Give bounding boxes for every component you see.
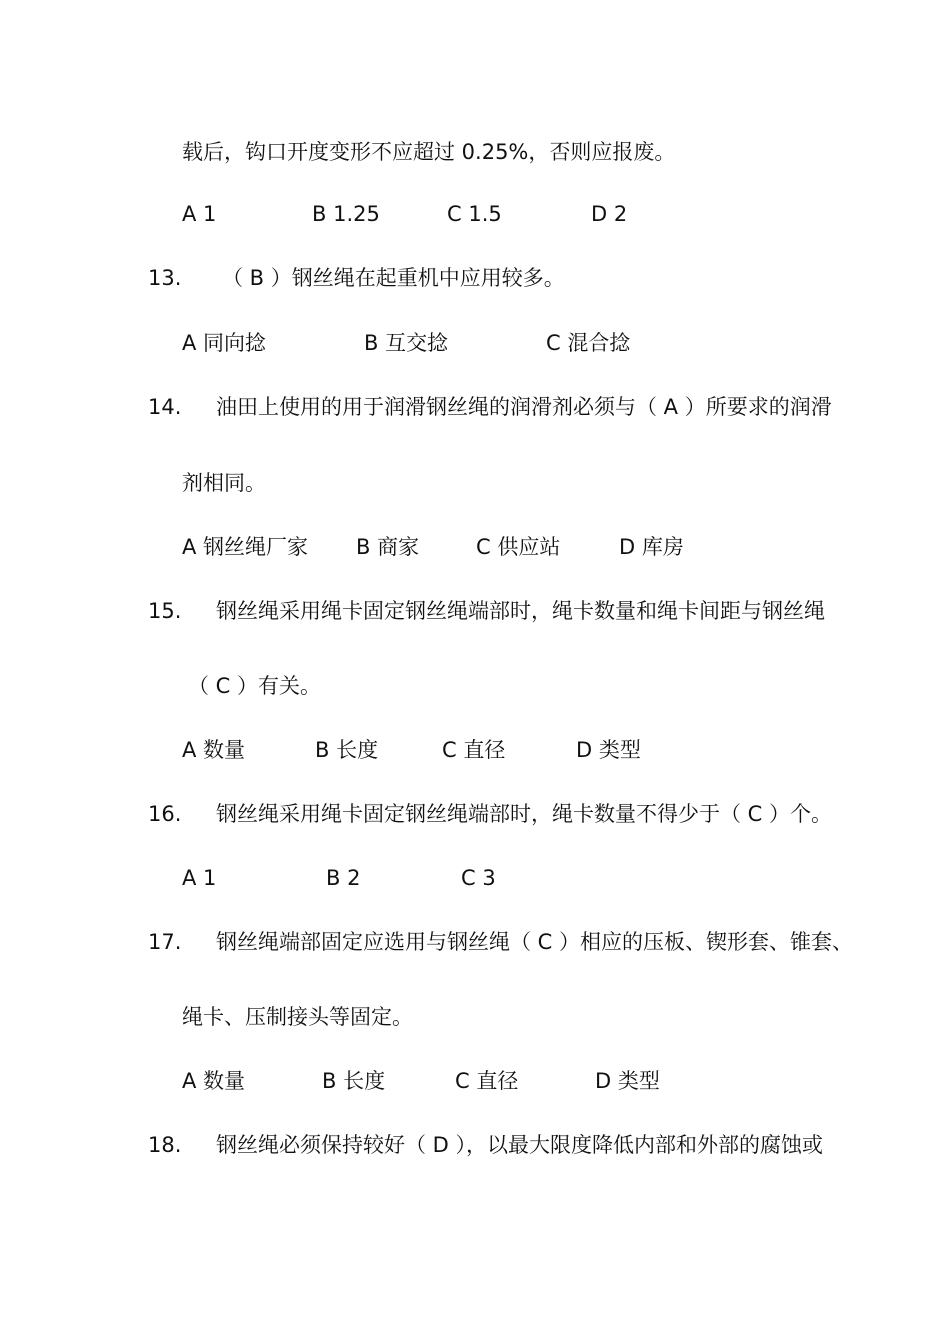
option-b: B 互交捻 <box>364 331 449 355</box>
question-text: 钢丝绳采用绳卡固定钢丝绳端部时，绳卡数量不得少于（ C ）个。 <box>216 802 833 826</box>
option-a: A 1 <box>182 866 217 890</box>
option-c: C 1.5 <box>447 202 502 226</box>
question-number: 15. <box>148 599 182 623</box>
question-number: 18. <box>148 1133 182 1157</box>
option-a: A 1 <box>182 202 217 226</box>
option-b: B 商家 <box>356 535 420 559</box>
option-a: A 数量 <box>182 738 246 762</box>
question-number: 16. <box>148 802 182 826</box>
option-b: B 2 <box>326 866 361 890</box>
question-text: 钢丝绳必须保持较好（ D ），以最大限度降低内部和外部的腐蚀或 <box>216 1133 824 1157</box>
question-number: 17. <box>148 930 182 954</box>
question-continuation: 绳卡、压制接头等固定。 <box>182 1005 413 1029</box>
question-number: 13. <box>148 266 182 290</box>
option-c: C 直径 <box>455 1069 519 1093</box>
option-c: C 3 <box>461 866 496 890</box>
question-text: （ B ）钢丝绳在起重机中应用较多。 <box>222 266 565 290</box>
option-d: D 类型 <box>595 1069 660 1093</box>
option-a: A 同向捻 <box>182 331 267 355</box>
option-b: B 长度 <box>322 1069 386 1093</box>
question-text: 钢丝绳端部固定应选用与钢丝绳（ C ）相应的压板、锲形套、锥套、 <box>216 930 854 954</box>
option-d: D 2 <box>591 202 628 226</box>
question-text: 油田上使用的用于润滑钢丝绳的润滑剂必须与（ A ）所要求的润滑 <box>216 395 832 419</box>
option-c: C 供应站 <box>476 535 561 559</box>
question-text: 钢丝绳采用绳卡固定钢丝绳端部时，绳卡数量和绳卡间距与钢丝绳 <box>216 599 825 623</box>
option-d: D 库房 <box>619 535 684 559</box>
question-continuation: 载后，钩口开度变形不应超过 0.25%，否则应报废。 <box>182 140 676 164</box>
option-a: A 钢丝绳厂家 <box>182 535 309 559</box>
option-d: D 类型 <box>576 738 641 762</box>
question-number: 14. <box>148 395 182 419</box>
option-b: B 长度 <box>315 738 379 762</box>
option-a: A 数量 <box>182 1069 246 1093</box>
option-c: C 混合捻 <box>546 331 631 355</box>
question-continuation: 剂相同。 <box>182 471 266 495</box>
option-c: C 直径 <box>442 738 506 762</box>
question-continuation: （ C ）有关。 <box>188 674 322 698</box>
option-b: B 1.25 <box>312 202 380 226</box>
